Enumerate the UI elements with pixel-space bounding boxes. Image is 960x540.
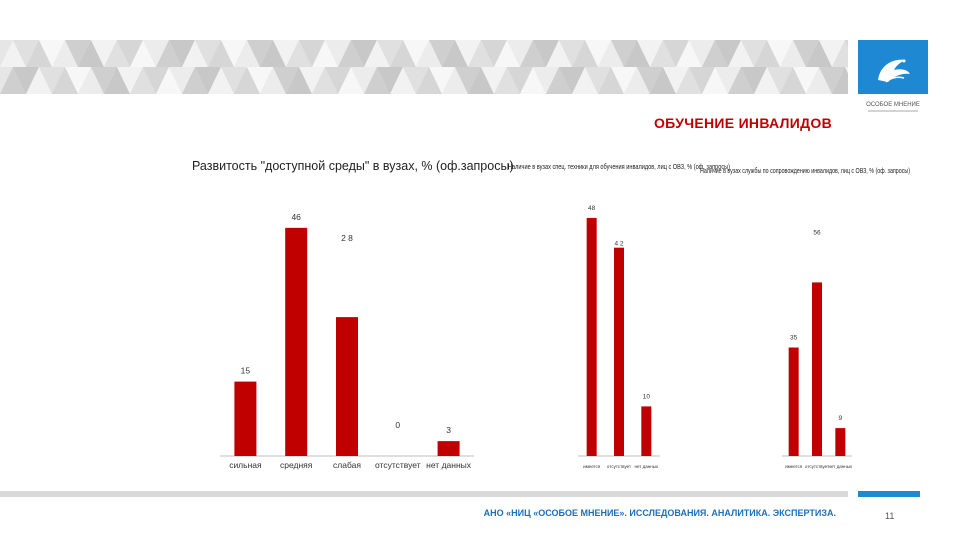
chart-title: Развитость "доступной среды" в вузах, % (оф.запросы)	[192, 159, 514, 173]
category-label: нет данных	[634, 464, 659, 469]
data-label: 15	[240, 365, 251, 376]
bar	[614, 248, 624, 456]
category-label: имеется	[785, 464, 803, 469]
data-label: 3	[446, 425, 451, 436]
data-label: 10	[642, 393, 650, 401]
category-label: нет данных	[828, 464, 853, 469]
data-label: 56	[813, 229, 821, 237]
chart-1	[192, 159, 514, 470]
category-label: слабая	[333, 460, 361, 470]
chart-title: Наличие в вузах службы по сопровождению инвалидов, лиц с ОВЗ, % (оф. запросы)	[700, 166, 911, 175]
category-label: имеется	[583, 464, 601, 469]
data-label: 2 8	[341, 233, 353, 244]
bar	[641, 406, 651, 456]
bar	[285, 228, 307, 456]
data-label: 48	[588, 204, 596, 212]
chart-2	[508, 162, 730, 469]
chart-3	[700, 166, 910, 469]
footer-accent	[858, 491, 920, 497]
data-label: 46	[291, 211, 301, 222]
data-label: 9	[838, 415, 843, 423]
footer-text: АНО «НИЦ «ОСОБОЕ МНЕНИЕ». ИССЛЕДОВАНИЯ. АНАЛИТИКА. ЭКСПЕРТИЗА.	[483, 508, 836, 518]
bar	[234, 382, 256, 456]
category-label: нет данных	[426, 460, 472, 470]
bar	[812, 282, 822, 456]
category-label: сильная	[229, 460, 262, 470]
bar	[835, 428, 845, 456]
page-number: 11	[885, 511, 895, 521]
bar	[789, 348, 799, 457]
category-label: отсутствует	[804, 464, 830, 469]
category-label: средняя	[280, 460, 313, 470]
data-label: 4 2	[614, 240, 624, 248]
data-label: 35	[790, 334, 798, 342]
data-label: 0	[395, 420, 401, 430]
slide-title: ОБУЧЕНИЕ ИНВАЛИДОВ	[653, 115, 832, 131]
bar	[438, 441, 460, 456]
category-label: отсутствует	[606, 464, 632, 469]
bar	[587, 218, 597, 456]
bar	[336, 317, 358, 456]
category-label: отсутствует	[374, 460, 421, 470]
footer-bar	[0, 491, 848, 497]
chart-title: Наличие в вузах спец. техники для обучения инвалидов, лиц с ОВЗ, % (оф. запросы)	[508, 162, 731, 171]
logo-text: ОСОБОЕ МНЕНИЕ	[866, 102, 920, 108]
